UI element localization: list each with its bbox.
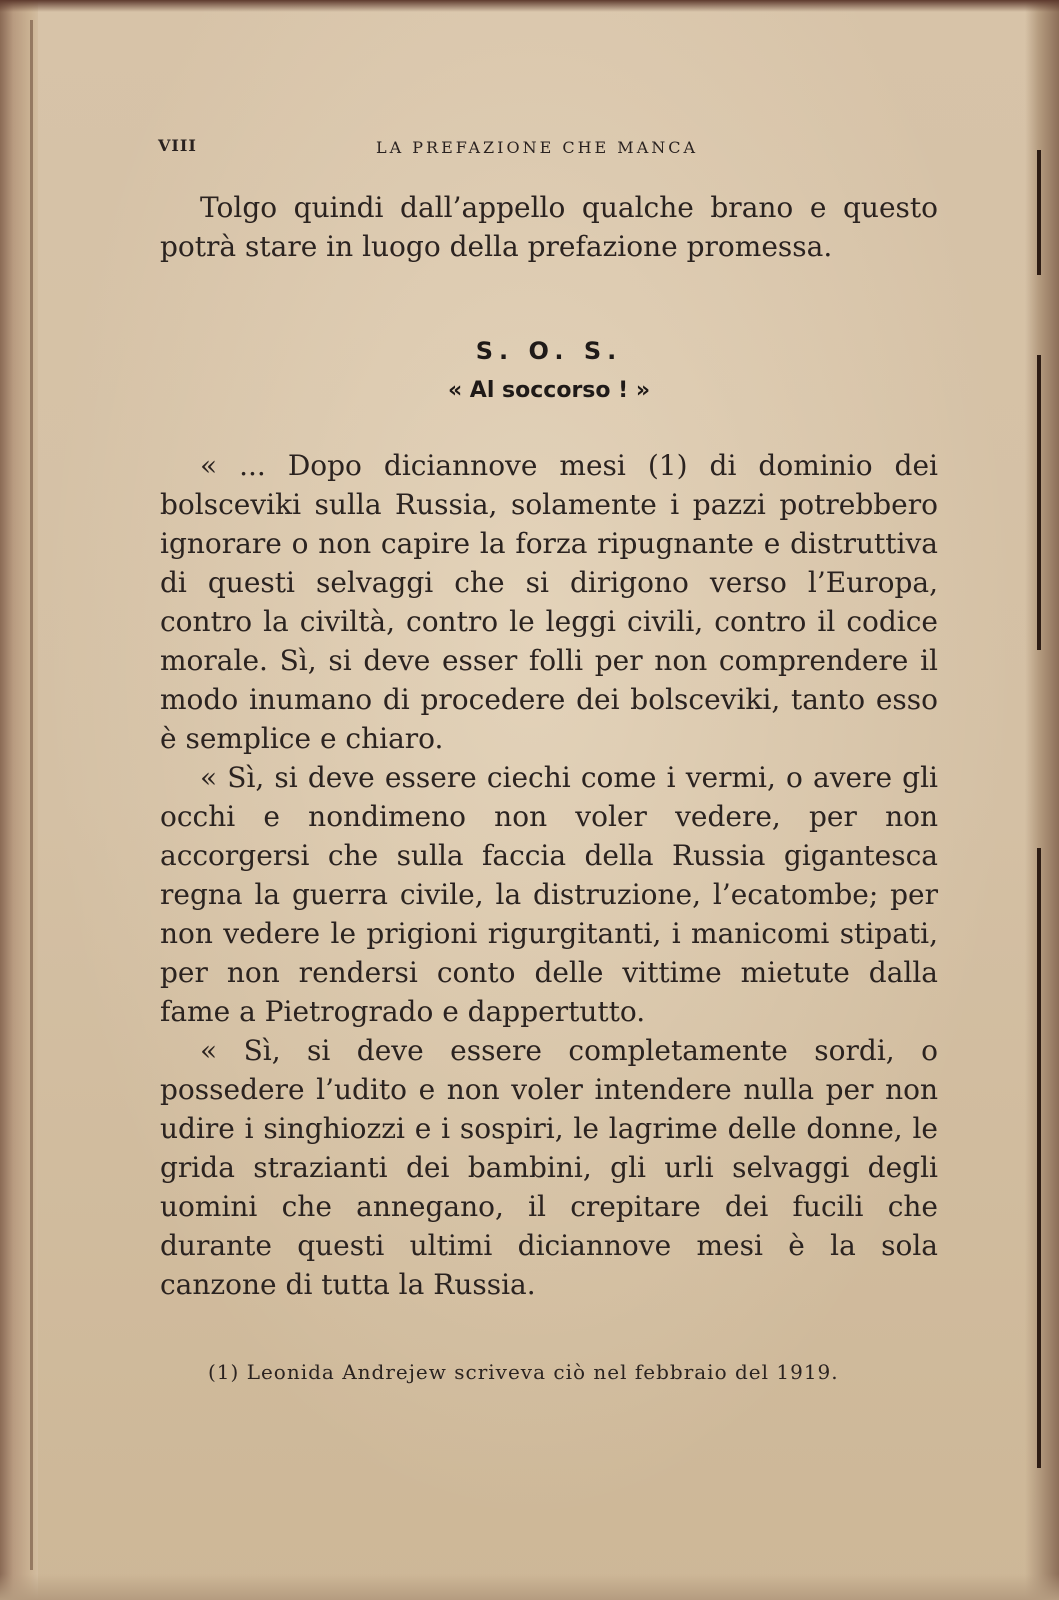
page-header (158, 136, 728, 160)
page-right-edge (1025, 0, 1059, 1600)
footnote: (1) Leonida Andrejew scriveva ciò nel febbraio del 1919. (208, 1360, 839, 1384)
edge-mark (1037, 355, 1041, 650)
body-paragraph: « Sì, si deve essere ciechi come i vermi, o avere gli occhi e nondimeno non voler vedere, per non accorgersi che sulla faccia della Russia gigantesca regna la guerra civile, la distruzione, l’ecatombe; per non vedere le prigioni rigurgitanti, i manicomi stipati, per non rendersi conto delle vittime mietute dalla fame a Pietrogrado e dappertutto. (160, 761, 938, 1028)
section-subtitle: « Al soccorso ! » (447, 378, 651, 403)
edge-mark (1037, 848, 1041, 1468)
intro-paragraph: Tolgo quindi dall’appello qualche brano e questo potrà stare in luogo della prefazione promessa. (160, 191, 938, 263)
page-number: VIII (158, 136, 197, 155)
section-title: S. O. S. (475, 337, 623, 365)
section-heading (160, 333, 938, 411)
page-top-edge (0, 0, 1059, 12)
spine-line (30, 20, 33, 1570)
body-paragraph: « ... Dopo diciannove mesi (1) di dominio dei bolsceviki sulla Russia, solamente i pazzi potrebbero ignorare o non capire la forza ripugnante e distruttiva di questi selvaggi che si dirigono verso l’Europa, contro la civiltà, contro le leggi civili, contro il codice morale. Sì, si deve esser folli per non comprendere il modo inumano di procedere dei bolsceviki, tanto esso è semplice e chiaro. (160, 449, 938, 755)
edge-mark (1037, 150, 1041, 275)
intro-text (160, 188, 938, 266)
body-text (160, 446, 938, 1304)
body-paragraph: « Sì, si deve essere completamente sordi, o possedere l’udito e non voler intendere nulla per non udire i singhiozzi e i sospiri, le lagrime delle donne, le grida strazianti dei bambini, gli urli selvaggi degli uomini che annegano, il crepitare dei fucili che durante questi ultimi diciannove mesi è la sola canzone di tutta la Russia. (160, 1034, 938, 1301)
running-head: LA PREFAZIONE CHE MANCA (376, 138, 699, 157)
page-bottom-edge (0, 1574, 1059, 1600)
